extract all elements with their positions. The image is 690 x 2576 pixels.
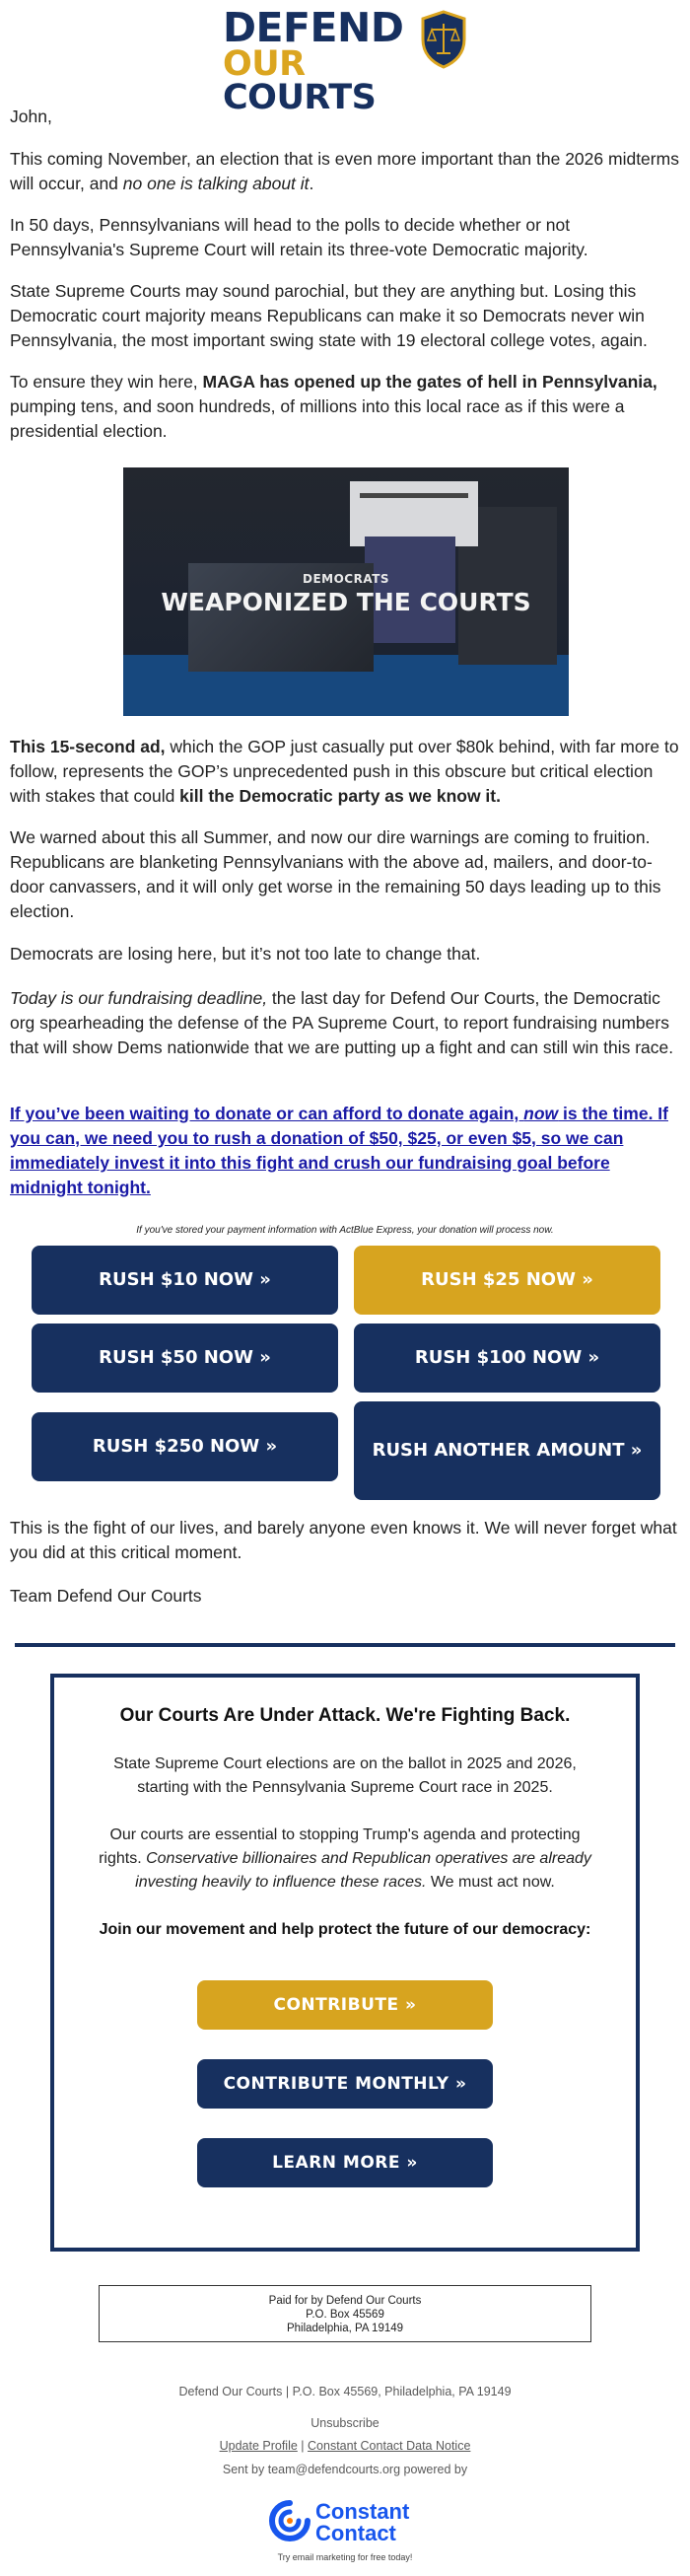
greeting: John, [10, 107, 52, 126]
paragraph-4 [10, 370, 680, 444]
constant-contact-wordmark [315, 2501, 409, 2544]
p5-bold: This 15-second ad, [10, 737, 166, 756]
promo-heading: Our Courts Are Under Attack. We're Fighting Back. [119, 1705, 571, 1726]
section-divider [15, 1643, 675, 1647]
constant-contact-logo[interactable] [266, 2497, 424, 2566]
p4-text: To ensure they win here, [10, 372, 203, 392]
footer-address: Defend Our Courts | P.O. Box 45569, Philadelphia, PA 19149 [178, 2385, 512, 2398]
paid-for-line-3: Philadelphia, PA 19149 [286, 2323, 404, 2334]
paid-for-disclaimer [99, 2285, 591, 2342]
p8-text: the last day for Defend Our Courts, the Democratic org spearheading the defense of the PA Supreme Court, to report fundraising numbers that will show Dems nationwide that we are putting up a fight and can still win this race. [10, 988, 674, 1057]
donate-100-button[interactable]: RUSH $100 NOW » [354, 1324, 660, 1393]
unsubscribe-link[interactable]: Unsubscribe [310, 2416, 380, 2430]
hero-title-democrats: DEMOCRATS [302, 572, 390, 586]
paragraph-8 [10, 986, 680, 1060]
promo-p2-end: We must act now. [426, 1874, 555, 1891]
defend-our-courts-logo[interactable] [223, 4, 469, 117]
logo-word-our: OUR [223, 44, 306, 84]
paid-for-line-2: P.O. Box 45569 [306, 2309, 384, 2321]
p8-emphasis: Today is our fundraising deadline, [10, 988, 268, 1008]
update-profile-link[interactable]: Update Profile [219, 2439, 298, 2453]
donate-250-button[interactable]: RUSH $250 NOW » [32, 1412, 338, 1481]
cta-emphasis: now [523, 1104, 559, 1123]
donate-25-button[interactable]: RUSH $25 NOW » [354, 1246, 660, 1315]
sent-by-text: Sent by team@defendcourts.org powered by [222, 2463, 468, 2476]
contribute-monthly-button[interactable]: CONTRIBUTE MONTHLY » [197, 2059, 493, 2109]
learn-more-button[interactable]: LEARN MORE » [197, 2138, 493, 2187]
paid-for-line-1: Paid for by Defend Our Courts [268, 2295, 422, 2307]
constant-contact-tagline: Try email marketing for free today! [277, 2552, 413, 2562]
hero-title-weaponized: WEAPONIZED THE COURTS [161, 588, 531, 616]
ad-screenshot-image[interactable] [123, 467, 569, 716]
p4-bold: MAGA has opened up the gates of hell in Pennsylvania, [202, 372, 657, 392]
cc-word-constant: Constant [315, 2499, 410, 2524]
footer-separator: | [301, 2439, 305, 2453]
p1-emphasis: no one is talking about it [122, 174, 310, 193]
scales-shield-icon [420, 10, 467, 69]
signoff: Team Defend Our Courts [10, 1586, 202, 1606]
paragraph-3: State Supreme Courts may sound parochial, but they are anything but. Losing this Democratic court majority means Republicans can make it so Democrats never win Pennsylvania, the most important swing state with 19 electoral college votes, again. [10, 281, 648, 350]
promo-paragraph-1: State Supreme Court elections are on the ballot in 2025 and 2026, starting with the Pennsylvania Supreme Court race in 2025. [113, 1755, 577, 1796]
promo-p2-emphasis: Conservative billionaires and Republican operatives are already investing heavily to influence these races. [135, 1850, 591, 1891]
cc-word-contact: Contact [315, 2521, 396, 2545]
paragraph-6: We warned about this all Summer, and now our dire warnings are coming to fruition. Republicans are blanketing Pennsylvanians with the above ad, mailers, and door-to-door canvassers, and it will only get worse in the remaining 50 days leading up to this election. [10, 827, 661, 921]
donate-50-button[interactable]: RUSH $50 NOW » [32, 1324, 338, 1393]
p5-text: which the GOP just casually put over $80k behind, with far more to follow, represents the GOP’s unprecedented push in this obscure but critical election with stakes that could [10, 737, 679, 806]
promo-p2-text: Our courts are essential to stopping Trump's agenda and protecting rights. [99, 1826, 581, 1867]
donate-10-button[interactable]: RUSH $10 NOW » [32, 1246, 338, 1315]
paragraph-2: In 50 days, Pennsylvanians will head to the polls to decide whether or not Pennsylvania's Supreme Court will retain its three-vote Democratic majority. [10, 215, 588, 259]
cta-text: If you’ve been waiting to donate or can afford to donate again, [10, 1104, 524, 1123]
p1-end: . [309, 174, 314, 193]
p5-bold-end: kill the Democratic party as we know it. [179, 786, 501, 806]
promo-box [50, 1674, 640, 2252]
p1-text: This coming November, an election that is even more important than the 2026 midterms will occur, and [10, 149, 679, 193]
donate-call-to-action-link[interactable] [10, 1102, 680, 1200]
data-notice-link[interactable]: Constant Contact Data Notice [308, 2439, 471, 2453]
footer-links [0, 2439, 690, 2453]
cta-text-end: is the time. If you can, we need you to rush a donation of $50, $25, or even $5, so we can immediately invest it into this fight and crush our fundraising goal before midnight tonight. [10, 1104, 668, 1197]
constant-contact-swirl-icon [268, 2499, 311, 2542]
promo-paragraph-2 [94, 1824, 596, 1895]
logo-line-defend: DEFEND [223, 4, 404, 51]
closing-paragraph: This is the fight of our lives, and barely anyone even knows it. We will never forget what you did at this critical moment. [10, 1518, 677, 1562]
contribute-button[interactable]: CONTRIBUTE » [197, 1980, 493, 2030]
hero-news-headline-bar [360, 493, 468, 498]
logo-wordmark [223, 4, 420, 117]
paragraph-5 [10, 735, 680, 809]
p4-end: pumping tens, and soon hundreds, of millions into this local race as if this were a presidential election. [10, 396, 625, 441]
paragraph-1 [10, 147, 680, 196]
actblue-note: If you've stored your payment information with ActBlue Express, your donation will process now. [136, 1225, 554, 1236]
paragraph-7: Democrats are losing here, but it’s not too late to change that. [10, 944, 481, 964]
logo-word-courts: COURTS [223, 78, 377, 117]
promo-join-text: Join our movement and help protect the future of our democracy: [99, 1921, 591, 1938]
donate-other-amount-button[interactable]: RUSH ANOTHER AMOUNT » [354, 1401, 660, 1500]
